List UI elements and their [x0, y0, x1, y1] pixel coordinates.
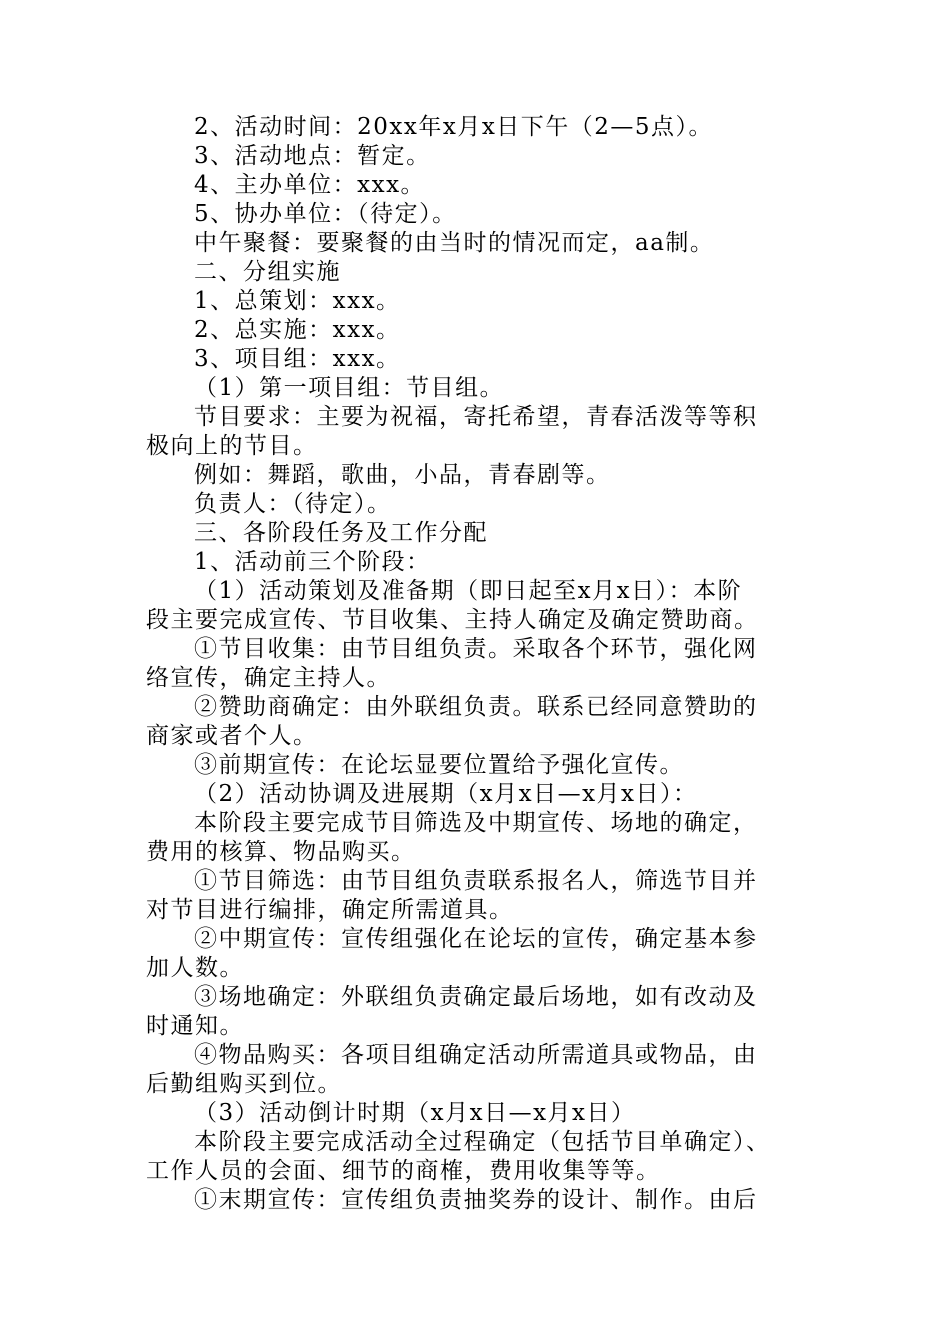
text-line: 二、分组实施	[194, 259, 341, 285]
text-line: ②中期宣传：宣传组强化在论坛的宣传，确定基本参	[194, 926, 758, 952]
text-line: 时通知。	[146, 1013, 244, 1039]
text-line: （3）活动倒计时期（x月x日—x月x日）	[194, 1100, 636, 1126]
text-line: 络宣传，确定主持人。	[146, 665, 391, 691]
text-line: 1、总策划：xxx。	[194, 288, 401, 314]
text-line: 负责人：（待定）。	[194, 491, 392, 517]
text-line: 2、活动时间：20xx年x月x日下午（2—5点）。	[194, 114, 714, 140]
text-line: ④物品购买：各项目组确定活动所需道具或物品，由	[194, 1042, 758, 1068]
document-body	[146, 113, 806, 1215]
text-line: 中午聚餐：要聚餐的由当时的情况而定，aa制。	[194, 230, 715, 256]
text-line: 费用的核算、物品购买。	[146, 839, 416, 865]
text-line: 后勤组购买到位。	[146, 1071, 342, 1097]
text-line: 3、项目组：xxx。	[194, 346, 401, 372]
text-line: 1、活动前三个阶段：	[194, 549, 431, 575]
text-line: 本阶段主要完成活动全过程确定（包括节目单确定）、	[194, 1129, 771, 1155]
text-line: 节目要求：主要为祝福，寄托希望，青春活泼等等积	[194, 404, 758, 430]
text-line: ①节目筛选：由节目组负责联系报名人，筛选节目并	[194, 868, 758, 894]
text-line: 商家或者个人。	[146, 723, 318, 749]
text-line: 本阶段主要完成节目筛选及中期宣传、场地的确定，	[194, 810, 758, 836]
text-line: 段主要完成宣传、节目收集、主持人确定及确定赞助商。	[146, 607, 759, 633]
text-line: 工作人员的会面、细节的商榷，费用收集等等。	[146, 1158, 661, 1184]
text-line: 对节目进行编排，确定所需道具。	[146, 897, 514, 923]
text-line: （1）活动策划及准备期（即日起至x月x日）：本阶	[194, 578, 743, 604]
text-line: 4、主办单位：xxx。	[194, 172, 426, 198]
text-line: ①末期宣传：宣传组负责抽奖券的设计、制作。由后	[194, 1187, 758, 1213]
text-line: ③场地确定：外联组负责确定最后场地，如有改动及	[194, 984, 758, 1010]
text-line: 加人数。	[146, 955, 244, 981]
text-line: ③前期宣传：在论坛显要位置给予强化宣传。	[194, 752, 684, 778]
text-line: 例如：舞蹈，歌曲，小品，青春剧等。	[194, 462, 611, 488]
text-line: 2、总实施：xxx。	[194, 317, 401, 343]
text-line: ①节目收集：由节目组负责。采取各个环节，强化网	[194, 636, 758, 662]
text-line: 三、各阶段任务及工作分配	[194, 520, 488, 546]
text-line: 3、活动地点：暂定。	[194, 143, 431, 169]
text-line: 极向上的节目。	[146, 433, 318, 459]
text-line: （2）活动协调及进展期（x月x日—x月x日）：	[194, 781, 698, 807]
text-line: 5、协办单位：（待定）。	[194, 201, 457, 227]
text-line: （1）第一项目组：节目组。	[194, 375, 505, 401]
text-line: ②赞助商确定：由外联组负责。联系已经同意赞助的	[194, 694, 758, 720]
